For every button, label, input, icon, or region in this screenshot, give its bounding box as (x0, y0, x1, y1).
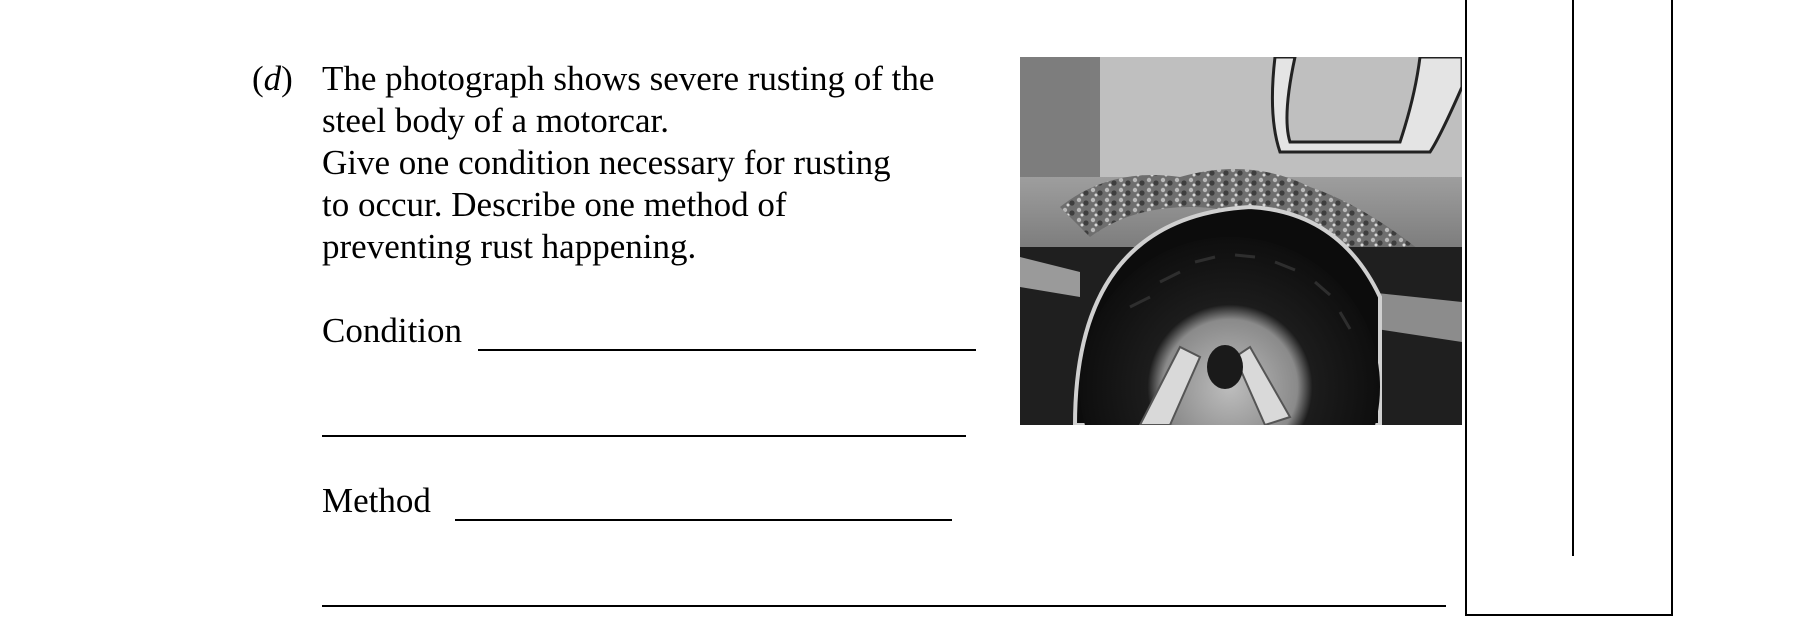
stem-line-1: The photograph shows severe rusting of the (322, 59, 935, 98)
condition-label: Condition (322, 311, 463, 350)
margin-divider (1572, 0, 1574, 556)
stem-line-4: to occur. Describe one method of (322, 185, 787, 224)
stem-line-5: preventing rust happening. (322, 227, 697, 266)
question-stem (322, 58, 934, 268)
condition-answer-line-2[interactable] (322, 435, 966, 437)
method-answer-line-1[interactable] (455, 519, 952, 521)
method-answer-line-2[interactable] (322, 605, 1446, 607)
question-part-letter: d (263, 59, 282, 98)
stem-line-3: Give one condition necessary for rusting (322, 143, 891, 182)
method-label: Method (322, 481, 431, 520)
rusted-car-photo-drawing (1020, 57, 1462, 425)
margin-box (1465, 0, 1673, 616)
stem-line-2: steel body of a motorcar. (322, 101, 669, 140)
question-part-label: (d) (252, 59, 293, 98)
condition-answer-line-1[interactable] (478, 349, 976, 351)
rusted-car-photo (1020, 57, 1462, 425)
